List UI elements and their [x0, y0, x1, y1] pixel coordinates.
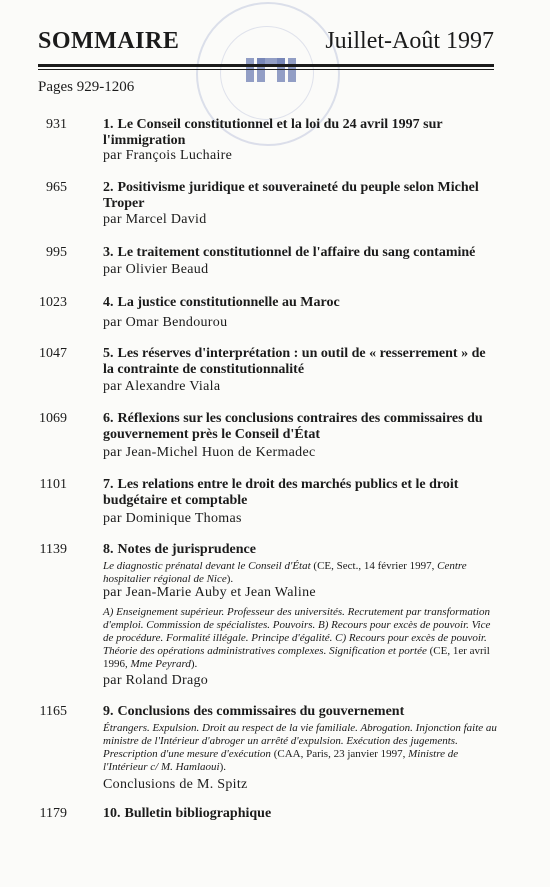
entry-title: 3. Le traitement constitutionnel de l'affaire du sang contaminé — [103, 245, 476, 260]
entry-author: par Alexandre Viala — [103, 379, 221, 394]
entry-author: par Jean-Michel Huon de Kermadec — [103, 445, 316, 460]
entry-title: 2. Positivisme juridique et souveraineté du peuple selon Michel Troper — [103, 180, 479, 211]
page-number: 1139 — [39, 542, 67, 557]
entry-author: par Roland Drago — [103, 673, 209, 688]
entry-title: 1. Le Conseil constitutionnel et la loi du 24 avril 1997 sur l'immigration — [103, 117, 443, 148]
case-note: Le diagnostic prénatal devant le Conseil d'État (CE, Sect., 14 février 1997, Centre hospitalier régional de Nice). — [103, 560, 467, 585]
entry-author: Conclusions de M. Spitz — [103, 777, 248, 792]
page-number: 1165 — [39, 704, 67, 719]
page-number: 931 — [46, 117, 67, 132]
header-rule-thick — [38, 64, 494, 67]
entry-author: par François Luchaire — [103, 148, 233, 163]
page-range: Pages 929-1206 — [38, 79, 135, 95]
entry-title: 5. Les réserves d'interprétation : un outil de « resserrement » de la contrainte de constitutionnalité — [103, 346, 486, 377]
page-number: 1101 — [39, 477, 67, 492]
entry-title: 6. Réflexions sur les conclusions contraires des commissaires du gouvernement près le Conseil d'État — [103, 411, 483, 442]
case-note: Étrangers. Expulsion. Droit au respect de la vie familiale. Abrogation. Injonction faite au ministre de l'Intérieur d'abroger un arrêté d'expulsion. Exécution des jugements. Prescription d'une mesure d'exécution (CAA, Paris, 23 janvier 1997, Ministre de l'Intérieur c/ M. Hamlaoui). — [103, 722, 497, 773]
entry-author: par Marcel David — [103, 212, 207, 227]
page-number: 965 — [46, 180, 67, 195]
entry-author: par Olivier Beaud — [103, 262, 209, 277]
sommaire-title: SOMMAIRE — [38, 28, 180, 54]
page-number: 1069 — [39, 411, 67, 426]
page-number: 995 — [46, 245, 67, 260]
entry-title: 4. La justice constitutionnelle au Maroc — [103, 295, 340, 310]
header — [38, 24, 494, 66]
case-note: A) Enseignement supérieur. Professeur des universités. Recrutement par transformation d'emploi. Commission de spécialistes. Pouvoirs. B) Recours pour excès de pouvoir. Vice de procédure. Formalité illégale. Principe d'égalité. C) Recours pour excès de pouvoir. Théorie des opérations administratives complexes. Signification et portée (CE, 1er avril 1996, Mme Peyrard). — [103, 606, 491, 670]
page-number: 1047 — [39, 346, 67, 361]
entry-author: par Omar Bendourou — [103, 315, 228, 330]
entry-title: 9. Conclusions des commissaires du gouvernement — [103, 704, 405, 719]
entry-title: 8. Notes de jurisprudence — [103, 542, 256, 557]
entry-title: 7. Les relations entre le droit des marchés publics et le droit budgétaire et comptable — [103, 477, 459, 508]
entry-author: par Dominique Thomas — [103, 511, 242, 526]
issue-date: Juillet-Août 1997 — [325, 28, 494, 54]
entry-author: par Jean-Marie Auby et Jean Waline — [103, 585, 316, 600]
page-number: 1179 — [39, 806, 67, 821]
header-rule-thin — [38, 69, 494, 70]
page-number: 1023 — [39, 295, 67, 310]
entry-title: 10. Bulletin bibliographique — [103, 806, 272, 821]
